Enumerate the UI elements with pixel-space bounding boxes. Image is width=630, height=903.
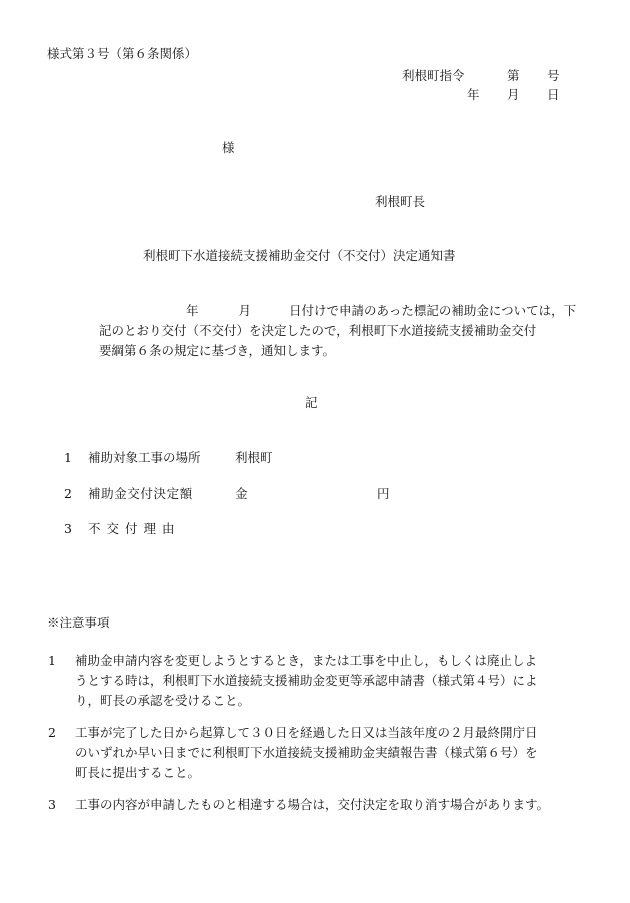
item-label: 補助金交付決定額 bbox=[88, 486, 193, 501]
document-date-line bbox=[467, 89, 560, 102]
body-line-3: 要綱第６条の規定に基づき，通知します。 bbox=[99, 343, 336, 358]
sender-name: 利根町長 bbox=[375, 194, 426, 209]
date-day: 日 bbox=[547, 87, 560, 102]
item-number: 1 bbox=[64, 450, 72, 465]
amount-suffix: 円 bbox=[377, 486, 390, 501]
note-line: 工事の内容が申請したものと相違する場合は，交付決定を取り消す場合があります。 bbox=[75, 797, 550, 812]
note-line: 補助金申請内容を変更しようとするとき，または工事を中止し，もしくは廃止しよ bbox=[75, 653, 538, 668]
item-label: 補助対象工事の場所 bbox=[88, 450, 201, 465]
ki-heading: 記 bbox=[305, 395, 318, 410]
note-line: うとする時は，利根町下水道接続支援補助金変更等承認申請書（様式第４号）によ bbox=[75, 673, 538, 688]
note-line: のいずれか早い日までに利根町下水道接続支援補助金実績報告書（様式第６号）を bbox=[75, 745, 538, 760]
body-year: 年 bbox=[186, 303, 199, 318]
item-number: 3 bbox=[64, 521, 72, 536]
item-label: 不交付理由 bbox=[88, 521, 181, 536]
item-reason bbox=[64, 523, 235, 536]
body-month: 月 bbox=[238, 303, 252, 318]
notes-heading: ※注意事項 bbox=[47, 615, 110, 630]
note-line: 町長に提出すること。 bbox=[75, 765, 201, 780]
body-line-1-rest: 日付けで申請のあった標記の補助金については，下 bbox=[289, 303, 577, 318]
form-number: 様式第３号（第６条関係） bbox=[47, 46, 198, 61]
item-amount bbox=[64, 488, 390, 501]
item-location bbox=[64, 452, 273, 465]
document-number-line bbox=[402, 70, 560, 83]
note-number: 2 bbox=[48, 725, 56, 740]
body-line-2: 記のとおり交付（不交付）を決定したので，利根町下水道接続支援補助金交付 bbox=[99, 323, 537, 338]
note-number: 1 bbox=[48, 653, 56, 668]
note-number: 3 bbox=[48, 797, 56, 812]
note-line: り，町長の承認を受けること。 bbox=[75, 693, 251, 708]
recipient-honorific: 様 bbox=[222, 140, 235, 155]
number-dai: 第 bbox=[507, 68, 520, 83]
designation-prefix: 利根町指令 bbox=[402, 68, 465, 83]
note-line: 工事が完了した日から起算して３０日を経過した日又は当該年度の２月最終開庁日 bbox=[75, 725, 538, 740]
number-go: 号 bbox=[547, 68, 560, 83]
item-value: 利根町 bbox=[235, 450, 273, 465]
document-title: 利根町下水道接続支援補助金交付（不交付）決定通知書 bbox=[143, 248, 456, 263]
date-month: 月 bbox=[507, 87, 520, 102]
item-number: 2 bbox=[64, 486, 72, 501]
body-line-1 bbox=[186, 305, 576, 318]
date-year: 年 bbox=[467, 87, 480, 102]
amount-prefix: 金 bbox=[235, 486, 248, 501]
